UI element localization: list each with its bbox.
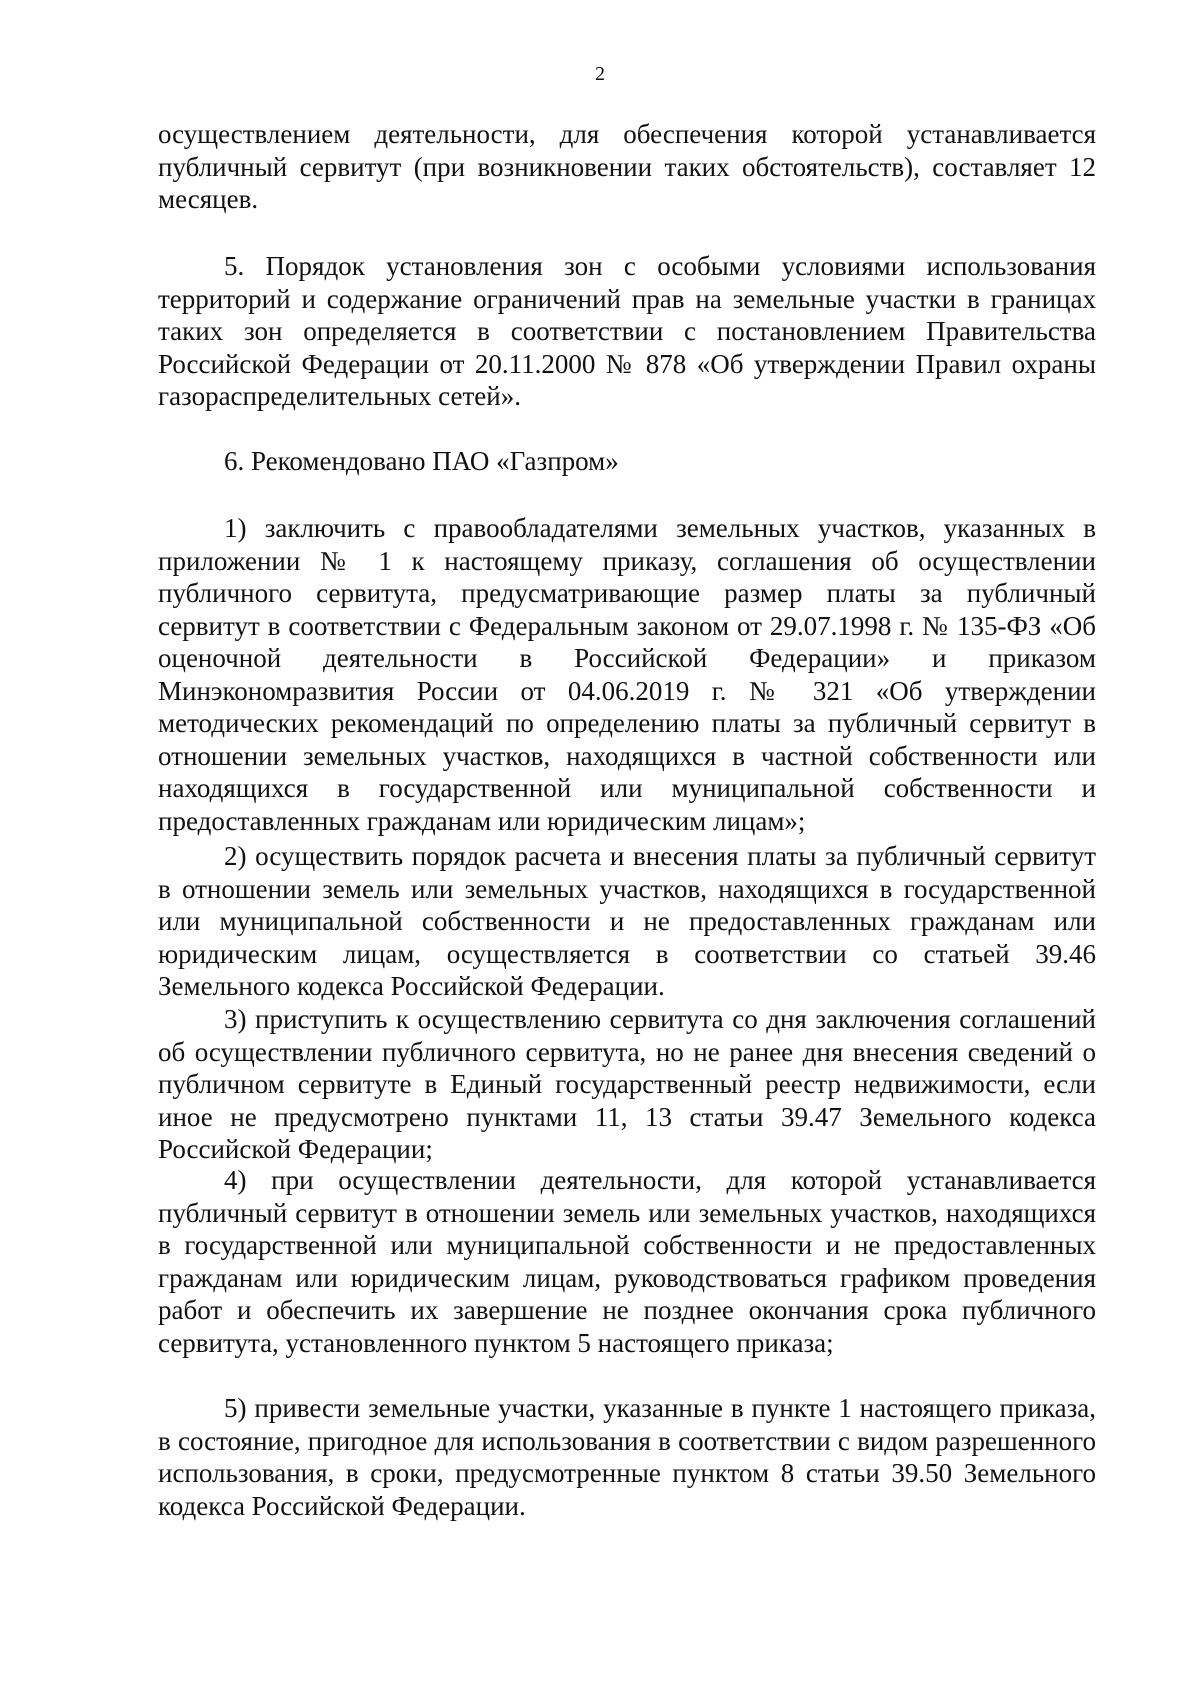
paragraph-item-5: 5. Порядок установления зон с особыми условиями использования территорий и содержание ограничений прав на земельные участки в границах таких зон определяется в соответствии с постановлением Правительства Российской Федерации от 20.11.2000 № 878 «Об утверждении Правил охраны газораспределительных сетей». bbox=[158, 251, 1096, 411]
paragraph-item-6-heading: 6. Рекомендовано ПАО «Газпром» bbox=[224, 446, 619, 476]
paragraph-item-6-4: 4) при осуществлении деятельности, для которой устанавливается публичный сервитут в отношении земель или земельных участков, находящихся в государственной или муниципальной собственности и не предоставленных гражданам или юридическим лицам, руководствоваться графиком проведения работ и обеспечить их завершение не позднее окончания срока публичного сервитута, установленного пунктом 5 настоящего приказа; bbox=[158, 1165, 1096, 1358]
paragraph-item-6-2: 2) осуществить порядок расчета и внесения платы за публичный сервитут в отношении земель или земельных участков, находящихся в государственной или муниципальной собственности и не предоставленных гражданам или юридическим лицам, осуществляется в соответствии со статьей 39.46 Земельного кодекса Российской Федерации. bbox=[158, 841, 1096, 1001]
paragraph-item-6-5: 5) привести земельные участки, указанные в пункте 1 настоящего приказа, в состояние, пригодное для использования в соответствии с видом разрешенного использования, в сроки, предусмотренные пунктом 8 статьи 39.50 Земельного кодекса Российской Федерации. bbox=[158, 1393, 1096, 1521]
paragraph-item-6-3: 3) приступить к осуществлению сервитута со дня заключения соглашений об осуществлении публичного сервитута, но не ранее дня внесения сведений о публичном сервитуте в Единый государственный реестр недвижимости, если иное не предусмотрено пунктами 11, 13 статьи 39.47 Земельного кодекса Российской Федерации; bbox=[158, 1004, 1096, 1164]
paragraph-continuation: осуществлением деятельности, для обеспечения которой устанавливается публичный сервитут (при возникновении таких обстоятельств), составляет 12 месяцев. bbox=[158, 119, 1096, 214]
page-number: 2 bbox=[595, 63, 605, 85]
paragraph-item-6-1: 1) заключить с правообладателями земельных участков, указанных в приложении № 1 к настоящему приказу, соглашения об осуществлении публичного сервитута, предусматривающие размер платы за публичный сервитут в соответствии с Федеральным законом от 29.07.1998 г. № 135-ФЗ «Об оценочной деятельности в Российской Федерации» и приказом Минэкономразвития России от 04.06.2019 г. № 321 «Об утверждении методических рекомендаций по определению платы за публичный сервитут в отношении земельных участков, находящихся в частной собственности или находящихся в государственной или муниципальной собственности и предоставленных гражданам или юридическим лицам»; bbox=[158, 513, 1096, 836]
